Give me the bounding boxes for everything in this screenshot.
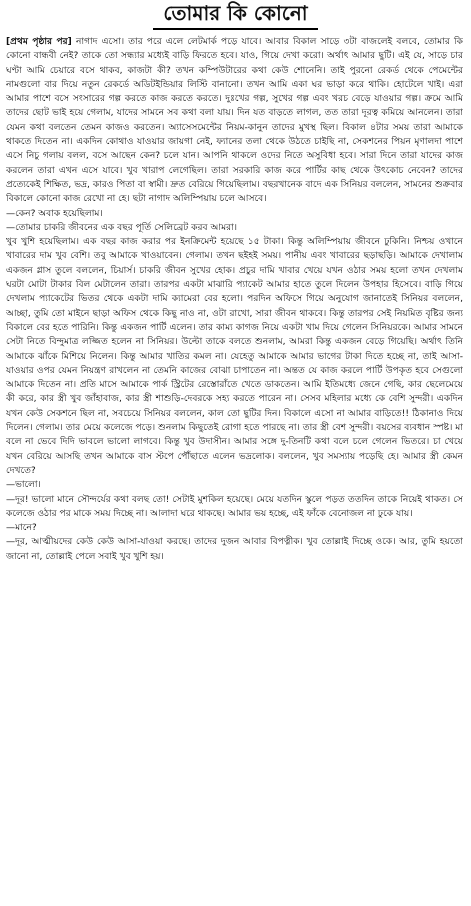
paragraph-6: —দূর! ভালো মানে সৌন্দর্যের কথা বলছ তো! সেটাই মুশকিল হয়েছে। মেয়ে যতদিন স্কুলে পড়ত ততদিন তাকে নিয়েই থাকত। সে কলেজে ওঠার পর মাকে সময় দিচ্ছে না। আলাদা ঘরে থাকছে। আমার ভয় হচ্ছে, এই ফাঁকে বেনোজল না ঢুকে যায়। xyxy=(6,494,463,519)
paragraph-7: —মানে? xyxy=(6,523,37,534)
paragraph-1-text: নাগাদ এসো। তার পরে এলে লেটমার্ক পড়ে যাবে। আবার বিকাল সাড়ে ৩টা বাজলেই বলবে, তোমার কি কোনো বান্ধবী নেই? তাকে তো সন্ধ্যার মধ্যেই বাড়ি ফিরতে হবে। যাও, গিয়ে দেখা করো। অর্থাৎ আমার ছুটি। এই যে, সাড়ে চার ঘণ্টা আমি চেয়ারে বসে থাকব, কাজটা কী? তখন কম্পিউটারের কথা কেউ শোনেনি। তাই পুরনো রেকর্ড থেকে পেমেন্টের নামগুলো বার দিয়ে নতুন রেকর্ডে অডিটইন্ডিয়ার লিস্টি বানানো। তখন আমি একা ঘর ভাড়া করে থাকি। হোটেলে খাই। এরা আমার পাশে বসে সংসারের গল্প করতে কাজ করতে করতে। দুঃখের গল্প, সুখের গল্প এবং খরচ বেড়ে যাওয়ার গল্প। ক্রমে আমি তাদের ছোট ভাই হয়ে গেলাম, যাদের সামনে সব কথা বলা যায়। দিন যত বাড়তে লাগল, তত তারা দূরত্ব কমিয়ে আনলেন। তারা যেমন কথা বলতেন তেমন কাজও করতেন। অ্যাসেসমেন্টের নিয়ম-কানুন তাদের মুখস্থ ছিল। বিকাল ৪টার সময় তারা আমাকে থাকতে দিতেন না। একদিন কোথাও যাওয়ার জায়গা নেই, ফ্যানের তলা থেকে উঠতে চাইছি না, সেকশনের পিয়ন মৃণালদা পাশে এসে নিচু গলায় বলল, বসে আছেন কেন? চলে যান। আপনি থাকলে ওদের নিতে অসুবিধা হবে। সারা দিনে তারা যাদের কাজ করলেন তারা এখন এসে যাবে। খুব খারাপ লেগেছিল। তারা সরকারি কাজ করে পার্টির কাছ থেকে উৎকোচ নেবেন? তাদের প্রত্যেকেই শিক্ষিত, ভদ্র, কারও পিতা বা স্বামী। দ্রুত বেরিয়ে গিয়েছিলাম। বছরখানেক বাদে এক সিনিয়র বললেন, সামনের শুক্রবার বিকালে কোনো কাজ রেখো না হে। ছটা নাগাদ অলিম্পিয়ায় চলে আসবে। xyxy=(6,37,463,205)
paragraph-8: —দূর, আত্মীয়দের কেউ কেউ আসা-যাওয়া করছে। তাদের দুজন আবার বিপত্নীক। খুব তোল্লাই দিচ্ছে ওকে। আর, তুমি হয়তো জানো না, তোল্লাই পেলে সবাই খুব খুশি হয়। xyxy=(6,537,463,562)
paragraph-4: খুব খুশি হয়েছিলাম। এক বছর কাজ করার পর ইনক্রিমেন্ট হয়েছে ১৫ টাকা। কিন্তু অলিম্পিয়ায় জীবনে ঢুকিনি। নিশ্চয় ওখানে খাবারের দাম খুব বেশি। তবু আমাকে খাওয়াবেন। গেলাম। তখন ছইহই সময়। পানীয় এবং খাবারের ছড়াছড়ি। আমাকে দেখালাম একজন গ্লাস তুলে বললেন, চিয়ার্স। চাকরি জীবন সুখের হোক। প্রচুর দামি খাবার খেয়ে যখন ওঠার সময় হলো তখন দেখলাম ঘরটা মোটা টাকার বিল মেটালেন তারা। তারপর একটা মাঝারি প্যাকেট আমার হাতে তুলে দিলেন উপহার হিসেবে। বাড়ি গিয়ে দেখলাম প্যাকেটের ভিতর থেকে একটা দামি ক্যামেরা বের হলো। পরদিন অফিসে গিয়ে অনুযোগ জানাতেই সিনিয়র বললেন, আচ্ছা, তুমি তো মাইনে ছাড়া অফিস থেকে কিছু নাও না, ওটা রাখো, সারা জীবন থাকবে। কিন্তু তারপর সেই নিয়মিত বৃষ্টির জন্য বিকালে বের হতে পারিনি। কিন্তু একজন পার্টি এলেন। তার কাম্য কাগজ নিয়ে একটা খাম দিয়ে গেলেন সিনিয়রকে। আমার সামনে সেটা নিতে বিন্দুমাত্র লজ্জিত হলেন না সিনিয়র। উল্টো তাকে বলতে শুনলাম, আমরা কিন্তু একজন বেড়ে গিয়েছি। অর্থাৎ তিনি আমাকে ঝাঁকে মিশিয়ে নিলেন। কিন্তু আমার খাতির কমল না। যেহেতু আমাকে আমার ভাগের টাকা দিতে হচ্ছে না, তাই আসা-যাওয়ার ওপর যেমন নিয়ন্ত্রণ রাখলেন না তেমনি কাজের বোঝা চাপাতেন না। অন্তত যে কাজ করলে পার্টি উপকৃত হবে সেগুলো আমাকে দিতেন না। প্রতি মাসে আমাকে পার্ক স্ট্রিটের রেস্তোরাঁতে খেতে ডাকতেন। আমি ইতিমধ্যে জেনে গেছি, কার ছেলেমেয়ে কী করে, কার স্ত্রী খুব জাঁহাবাজ, কার স্ত্রী শাশুড়ি-দেবরকে সহ্য করতে পারেন না। সেসব মহিলার মধ্যে কে বেশি সুন্দরী। একদিন যখন কেউ সেকশনে ছিল না, সবচেয়ে সিনিয়র বললেন, কাল তো ছুটির দিন। বিকালে এসো না আমার বাড়িতে!! ঠিকানাও দিয়ে দিলেন। গেলাম। তার মেয়ে কলেজে পড়ে। শুনলাম কিছুতেই রোগা হতে পারছে না। তার স্ত্রী বেশ সুন্দরী। বয়সের ব্যবধান স্পষ্ট। মা বলে না ভেবে দিদি ভাবলে ভালো লাগবে। কিন্তু খুব উদাসীন। আমার সঙ্গে দু-তিনটি কথা বলে চলে গেলেন ভিতরে। চা খেয়ে যখন বেরিয়ে আসছি তখন আমাকে বাস স্টপে পৌঁছাতে এলেন ভদ্রলোক। বললেন, খুব সমস্যায় পড়েছি হে। আমার স্ত্রী কেমন দেখতে? xyxy=(6,237,463,476)
paragraph-1 xyxy=(6,35,463,207)
paragraph-3: —তোমার চাকরি জীবনের এক বছর পূর্তি সেলিব্রেট করব আমরা। xyxy=(6,222,238,233)
continuation-reference: [প্রথম পৃষ্ঠার পর] xyxy=(6,37,72,47)
title-bar xyxy=(0,0,471,30)
article-body xyxy=(6,35,463,901)
paragraph-2: —কেন? অবাক হয়েছিলাম। xyxy=(6,208,103,219)
article-title: তোমার কি কোনো xyxy=(153,0,317,30)
paragraph-5: —ভালো। xyxy=(6,480,41,491)
